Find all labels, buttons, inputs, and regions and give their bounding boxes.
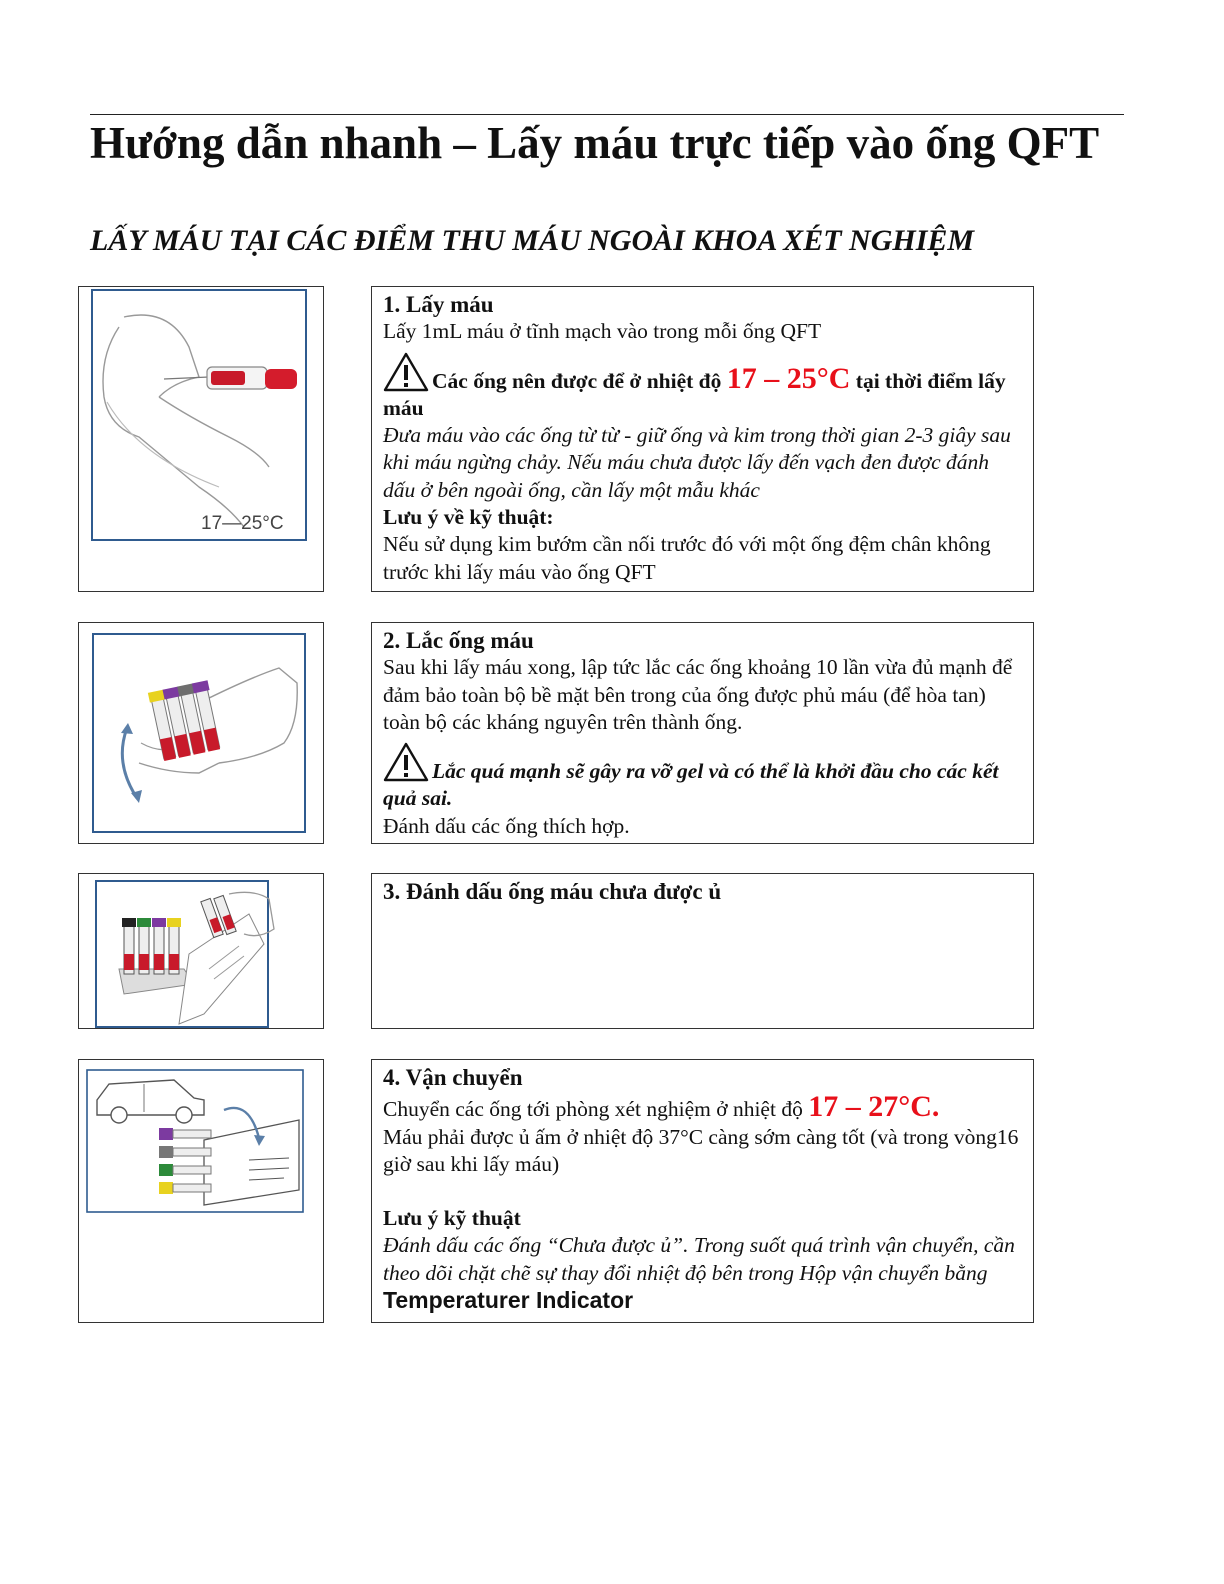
title-rule — [90, 114, 1124, 115]
step2-warning: Lắc quá mạnh sẽ gây ra vỡ gel và có thể là khởi đầu cho các kết quả sai. — [383, 742, 1023, 813]
step1-note-heading: Lưu ý về kỹ thuật: — [383, 505, 554, 530]
step4-heading: 4. Vận chuyển — [383, 1065, 523, 1090]
step1-box — [371, 286, 1034, 592]
step3-heading: 3. Đánh dấu ống máu chưa được ủ — [383, 879, 722, 904]
step1-instructions: Đưa máu vào các ống từ từ - giữ ống và kim trong thời gian 2-3 giây sau khi máu ngừng chảy. Nếu máu chưa được lấy đến vạch đen được đánh dấu ở bên ngoài ống, cần lấy một mẫu khác — [383, 423, 1011, 502]
page-title: Hướng dẫn nhanh – Lấy máu trực tiếp vào ống QFT — [90, 118, 1100, 168]
step4-note: Đánh dấu các ống “Chưa được ủ”. Trong suốt quá trình vận chuyển, cần theo dõi chặt chẽ sự thay đổi nhiệt độ bên trong Hộp vận chuyển bằng Temperaturer Indicator — [383, 1233, 1015, 1314]
step4-illustration — [78, 1059, 324, 1323]
step1-heading: 1. Lấy máu — [383, 292, 494, 317]
step1-note: Nếu sử dụng kim bướm cần nối trước đó với một ống đệm chân không trước khi lấy máu vào ống QFT — [383, 532, 991, 584]
temperature-label: 17—25°C — [201, 513, 284, 534]
section-heading: LẤY MÁU TẠI CÁC ĐIỂM THU MÁU NGOÀI KHOA XÉT NGHIỆM — [90, 224, 975, 257]
step2-heading: 2. Lắc ống máu — [383, 628, 534, 653]
step3-box — [371, 873, 1034, 1029]
temperature-indicator-label: Temperaturer Indicator — [383, 1287, 634, 1314]
warning-triangle-icon — [383, 352, 429, 392]
step4-line1: Chuyển các ống tới phòng xét nghiệm ở nhiệt độ 17 – 27°C. — [383, 1090, 940, 1124]
step2-text: Sau khi lấy máu xong, lập tức lắc các ống khoảng 10 lần vừa đủ mạnh để đảm bảo toàn bộ bề mặt bên trong của ống được phủ máu (để hòa tan) toàn bộ các kháng nguyên trên thành ống. — [383, 655, 1013, 734]
step2-illustration — [78, 622, 324, 844]
step1-line1: Lấy 1mL máu ở tĩnh mạch vào trong mỗi ống QFT — [383, 319, 822, 344]
step3-illustration — [78, 873, 324, 1029]
step4-box — [371, 1059, 1034, 1323]
step4-text2: Máu phải được ủ ấm ở nhiệt độ 37°C càng sớm càng tốt (và trong vòng16 giờ sau khi lấy máu) — [383, 1124, 1019, 1176]
step4-note-heading: Lưu ý kỹ thuật — [383, 1206, 521, 1231]
step1-temperature: 17 – 25°C — [726, 361, 851, 395]
warning-triangle-icon — [383, 742, 429, 782]
step2-box — [371, 622, 1034, 844]
step4-temperature: 17 – 27°C — [808, 1090, 932, 1124]
step1-warning: Các ống nên được để ở nhiệt độ 17 – 25°C tại thời điểm lấy máu — [383, 352, 1023, 423]
step1-illustration — [78, 286, 324, 592]
step2-tail: Đánh dấu các ống thích hợp. — [383, 813, 630, 838]
